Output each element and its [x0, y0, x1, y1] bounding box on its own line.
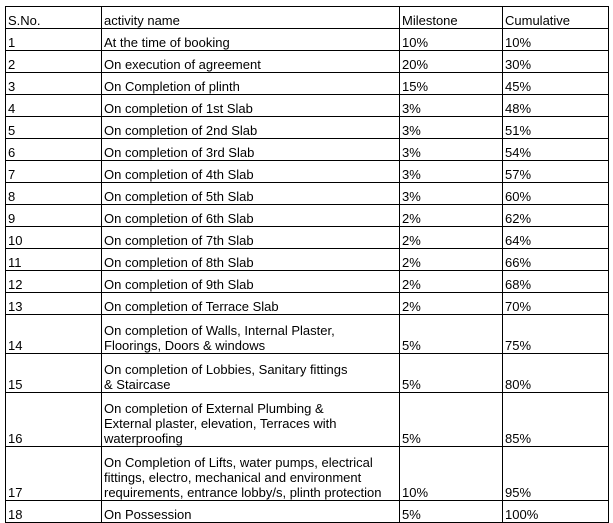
cell-milestone: 3%: [400, 95, 503, 117]
cell-milestone: 2%: [400, 205, 503, 227]
cell-milestone: 2%: [400, 293, 503, 315]
cell-sno: 11: [6, 249, 102, 271]
cell-activity: On completion of Walls, Internal Plaster, Floorings, Doors & windows: [102, 315, 400, 354]
header-sno: S.No.: [6, 7, 102, 29]
cell-cumulative: 57%: [503, 161, 609, 183]
cell-sno: 15: [6, 354, 102, 393]
cell-activity: On execution of agreement: [102, 51, 400, 73]
cell-sno: 3: [6, 73, 102, 95]
cell-activity: On completion of 4th Slab: [102, 161, 400, 183]
table-row: [6, 73, 609, 95]
cell-activity: On completion of External Plumbing & External plaster, elevation, Terraces with waterproofing: [102, 393, 400, 447]
payment-schedule-table: [5, 6, 609, 523]
cell-cumulative: 75%: [503, 315, 609, 354]
cell-activity: On completion of 7th Slab: [102, 227, 400, 249]
table-row: [6, 249, 609, 271]
cell-milestone: 3%: [400, 139, 503, 161]
table-row: [6, 293, 609, 315]
cell-activity: On completion of 3rd Slab: [102, 139, 400, 161]
cell-milestone: 5%: [400, 315, 503, 354]
cell-sno: 7: [6, 161, 102, 183]
cell-activity: On Completion of Lifts, water pumps, electrical fittings, electro, mechanical and environment requirements, entrance lobby/s, plinth protection: [102, 447, 400, 501]
cell-activity: On completion of 5th Slab: [102, 183, 400, 205]
cell-activity: On completion of 8th Slab: [102, 249, 400, 271]
cell-milestone: 2%: [400, 271, 503, 293]
table-row: [6, 139, 609, 161]
table-row: [6, 95, 609, 117]
cell-cumulative: 95%: [503, 447, 609, 501]
cell-sno: 18: [6, 501, 102, 523]
cell-activity: On completion of Lobbies, Sanitary fittings & Staircase: [102, 354, 400, 393]
cell-milestone: 2%: [400, 249, 503, 271]
header-activity-name: activity name: [102, 7, 400, 29]
header-cumulative: Cumulative: [503, 7, 609, 29]
cell-sno: 4: [6, 95, 102, 117]
cell-cumulative: 51%: [503, 117, 609, 139]
cell-activity: On Possession: [102, 501, 400, 523]
cell-sno: 10: [6, 227, 102, 249]
cell-sno: 9: [6, 205, 102, 227]
cell-cumulative: 64%: [503, 227, 609, 249]
cell-sno: 2: [6, 51, 102, 73]
cell-sno: 17: [6, 447, 102, 501]
cell-activity: On completion of 2nd Slab: [102, 117, 400, 139]
cell-milestone: 3%: [400, 161, 503, 183]
table-row: [6, 501, 609, 523]
table-row: [6, 29, 609, 51]
cell-cumulative: 100%: [503, 501, 609, 523]
cell-sno: 5: [6, 117, 102, 139]
cell-cumulative: 48%: [503, 95, 609, 117]
cell-activity: On completion of 6th Slab: [102, 205, 400, 227]
table-row: [6, 205, 609, 227]
cell-milestone: 3%: [400, 117, 503, 139]
cell-cumulative: 62%: [503, 205, 609, 227]
cell-sno: 6: [6, 139, 102, 161]
cell-milestone: 10%: [400, 29, 503, 51]
cell-cumulative: 54%: [503, 139, 609, 161]
cell-milestone: 20%: [400, 51, 503, 73]
cell-activity: On completion of 1st Slab: [102, 95, 400, 117]
cell-milestone: 5%: [400, 393, 503, 447]
cell-activity: On completion of 9th Slab: [102, 271, 400, 293]
table-row: [6, 271, 609, 293]
table-row: [6, 393, 609, 447]
cell-milestone: 5%: [400, 501, 503, 523]
table-row: [6, 227, 609, 249]
cell-cumulative: 80%: [503, 354, 609, 393]
cell-cumulative: 68%: [503, 271, 609, 293]
cell-milestone: 10%: [400, 447, 503, 501]
table-row: [6, 447, 609, 501]
cell-cumulative: 10%: [503, 29, 609, 51]
cell-milestone: 5%: [400, 354, 503, 393]
header-row: [6, 7, 609, 29]
payment-schedule: [5, 6, 609, 523]
table-row: [6, 315, 609, 354]
cell-milestone: 2%: [400, 227, 503, 249]
table-row: [6, 354, 609, 393]
cell-sno: 16: [6, 393, 102, 447]
cell-cumulative: 45%: [503, 73, 609, 95]
table-row: [6, 161, 609, 183]
cell-activity: On Completion of plinth: [102, 73, 400, 95]
cell-cumulative: 66%: [503, 249, 609, 271]
cell-activity: On completion of Terrace Slab: [102, 293, 400, 315]
cell-activity: At the time of booking: [102, 29, 400, 51]
table-row: [6, 117, 609, 139]
cell-cumulative: 30%: [503, 51, 609, 73]
cell-sno: 8: [6, 183, 102, 205]
cell-milestone: 3%: [400, 183, 503, 205]
table-row: [6, 183, 609, 205]
cell-sno: 14: [6, 315, 102, 354]
cell-sno: 1: [6, 29, 102, 51]
cell-cumulative: 70%: [503, 293, 609, 315]
cell-sno: 13: [6, 293, 102, 315]
cell-milestone: 15%: [400, 73, 503, 95]
table-row: [6, 51, 609, 73]
cell-cumulative: 60%: [503, 183, 609, 205]
cell-cumulative: 85%: [503, 393, 609, 447]
header-milestone: Milestone: [400, 7, 503, 29]
cell-sno: 12: [6, 271, 102, 293]
